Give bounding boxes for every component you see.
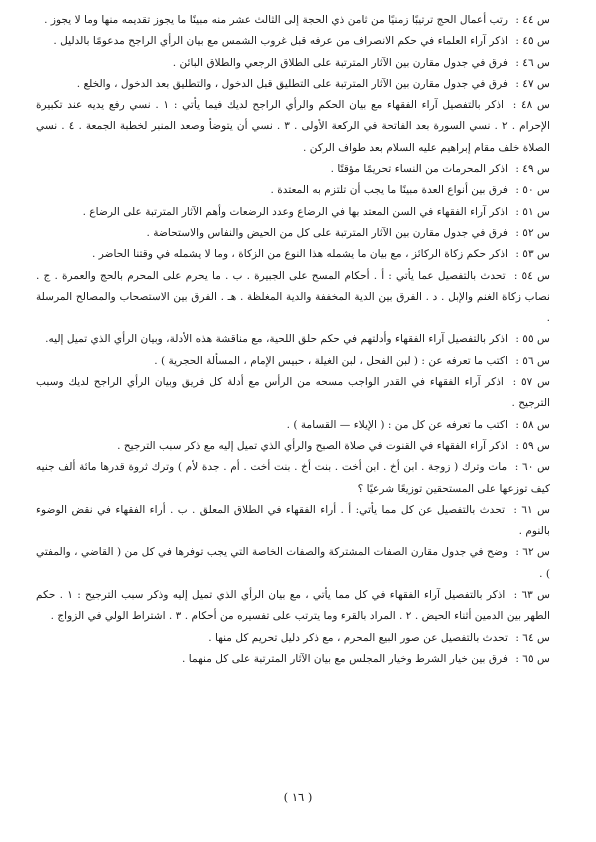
question-number: س ٥٩ : xyxy=(515,439,550,452)
question-number: س ٥١ : xyxy=(515,205,550,218)
question-number: س ٦٤ : xyxy=(515,631,550,644)
question-number: س ٦٢ : xyxy=(515,546,550,559)
question-text: تحدث بالتفصيل عن كل مما يأتي: أ . أراء الفقهاء في الطلاق المعلق . ب . أراء الفقهاء في نقض الوضوء بالنوم . xyxy=(36,503,550,538)
question-text: مات وترك ( زوجة . ابن أخ . ابن أخت . بنت أخ . بنت أخت . أم . جدة لأم ) وترك ثروة قدرها مائة ألف جنيه كيف توزعها على المستحقين توزيعًا شرعيًا ؟ xyxy=(36,461,550,495)
question-item xyxy=(36,159,550,180)
question-item xyxy=(36,542,550,585)
question-number: س ٦٠ : xyxy=(514,461,551,474)
question-item xyxy=(36,628,550,649)
question-number: س ٤٧ : xyxy=(515,77,550,90)
question-text: تحدث بالتفصيل عن صور البيع المحرم ، مع ذكر دليل تحريم كل منها . xyxy=(208,631,508,644)
question-number: س ٦١ : xyxy=(513,503,551,516)
question-text: اكتب ما تعرفه عن كل من : ( الإيلاء — القسامة ) . xyxy=(286,418,508,431)
question-item xyxy=(36,10,550,31)
question-item xyxy=(36,649,550,670)
question-item xyxy=(36,53,550,74)
question-number: س ٤٨ : xyxy=(512,99,550,112)
question-item xyxy=(36,180,550,201)
question-item xyxy=(36,329,550,350)
question-number: س ٤٥ : xyxy=(515,35,550,48)
question-text: اذكر آراء الفقهاء في السن المعتد بها في الرضاع وعدد الرضعات وأهم الآثار المترتبة على الرضاع . xyxy=(82,205,508,218)
question-text: اذكر آراء الفقهاء في القنوت في صلاة الصبح والرأي الذي تميل إليه مع ذكر سبب الترجيح . xyxy=(117,439,508,452)
question-text: فرق بين خيار الشرط وخيار المجلس مع بيان الآثار المترتبة على كل منهما . xyxy=(182,652,508,665)
question-number: س ٥٢ : xyxy=(515,226,550,239)
question-number: س ٥٨ : xyxy=(515,418,550,431)
question-text: فرق في جدول مقارن بين الآثار المترتبة على التطليق قبل الدخول ، والتطليق بعد الدخول ، والخلع . xyxy=(76,77,508,90)
page-number: ( ١٦ ) xyxy=(283,790,313,804)
question-item xyxy=(36,31,550,52)
question-number: س ٥٧ : xyxy=(512,376,551,389)
question-number: س ٤٦ : xyxy=(515,56,550,69)
question-text: اكتب ما تعرفه عن : ( لبن الفحل ، لبن الغيلة ، حبيس الإمام ، المسألة الحجرية ) . xyxy=(154,354,508,367)
question-item xyxy=(36,266,550,330)
question-item xyxy=(36,372,550,415)
question-item xyxy=(36,74,550,95)
question-text: رتب أعمال الحج ترتيبًا زمنيًا من ثامن ذي الحجة إلى الثالث عشر منه مبينًا ما يجوز تقديمه منها وما لا يجوز . xyxy=(44,14,508,26)
question-text: فرق بين أنواع العدة مبينًا ما يجب أن تلتزم به المعتدة . xyxy=(270,184,508,197)
question-text: تحدث بالتفصيل عما يأتي : أ . أحكام المسح على الجبيرة . ب . ما يحرم على المحرم بالحج والعمرة . ج . نصاب زكاة الغنم والإبل . د . الفرق بين الدية المخففة والدية المغلظة . هـ . الفرق بين الاستصحاب والمصالح المرسلة . xyxy=(36,269,550,325)
question-text: اذكر بالتفصيل آراء الفقهاء وأدلتهم في حكم حلق اللحية، مع مناقشة هذه الأدلة، وبيان الرأي الذي تميل إليه. xyxy=(45,333,508,346)
question-text: اذكر بالتفصيل آراء الفقهاء في كل مما يأتي ، مع بيان الرأي الذي تميل إليه وذكر سبب الترجيح : ١ . حكم الطهر بين الدمين أثناء الحيض . ٢ . المراد بالقرء وما يترتب على تفسيره من أحكام . ٣ . اشتراط الولي في الزواج . xyxy=(36,589,550,623)
question-item xyxy=(36,500,550,543)
question-text: اذكر آراء العلماء في حكم الانصراف من عرفه قبل غروب الشمس مع بيان الرأي الراجح مدعومًا بالدليل . xyxy=(53,35,508,48)
question-item xyxy=(36,244,550,265)
question-item xyxy=(36,95,550,159)
question-item xyxy=(36,585,550,628)
question-number: س ٥٦ : xyxy=(515,354,550,367)
question-text: وضح في جدول مقارن الصفات المشتركة والصفات الخاصة التي يجب توفرها في كل من ( القاضي ، والمفتي ) . xyxy=(36,546,550,580)
question-number: س ٤٤ : xyxy=(515,14,550,26)
question-number: س ٥٣ : xyxy=(515,248,550,261)
question-item xyxy=(36,457,550,500)
question-number: س ٥٤ : xyxy=(513,269,550,282)
question-number: س ٥٥ : xyxy=(515,333,550,346)
question-item xyxy=(36,436,550,457)
question-item xyxy=(36,223,550,244)
question-text: اذكر بالتفصيل آراء الفقهاء مع بيان الحكم والرأي الراجح لديك فيما يأتي : ١ . نسي رفع يديه عند تكبيرة الإحرام . ٢ . نسي السورة بعد الفاتحة في الركعة الأولى . ٣ . نسي أن يتوضأ وصعد المنبر لخطبة الجمعة . ٤ . نسي الصلاة خلف مقام إبراهيم عليه السلام بعد طواف الركن . xyxy=(36,99,551,154)
question-text: فرق في جدول مقارن بين الآثار المترتبة على كل من الحيض والنفاس والاستحاضة . xyxy=(146,226,508,239)
question-number: س ٦٣ : xyxy=(513,589,550,602)
question-text: اذكر آراء الفقهاء في القدر الواجب مسحه من الرأس مع أدلة كل فريق وبيان الرأي الراجح لديك وسبب الترجيح . xyxy=(36,376,550,410)
question-number: س ٤٩ : xyxy=(515,163,550,176)
question-text: فرق في جدول مقارن بين الآثار المترتبة على الطلاق الرجعي والطلاق البائن . xyxy=(172,56,508,69)
question-item xyxy=(36,202,550,223)
question-item xyxy=(36,415,550,436)
question-text: اذكر حكم زكاة الركائز ، مع بيان ما يشمله هذا النوع من الزكاة ، وما لا يشمله في وقتنا الحاضر . xyxy=(91,248,508,261)
question-item xyxy=(36,351,550,372)
question-list xyxy=(36,10,550,670)
question-number: س ٥٠ : xyxy=(515,184,550,197)
question-text: اذكر المحرمات من النساء تحريمًا مؤقتًا . xyxy=(330,163,508,176)
question-number: س ٦٥ : xyxy=(515,652,550,665)
